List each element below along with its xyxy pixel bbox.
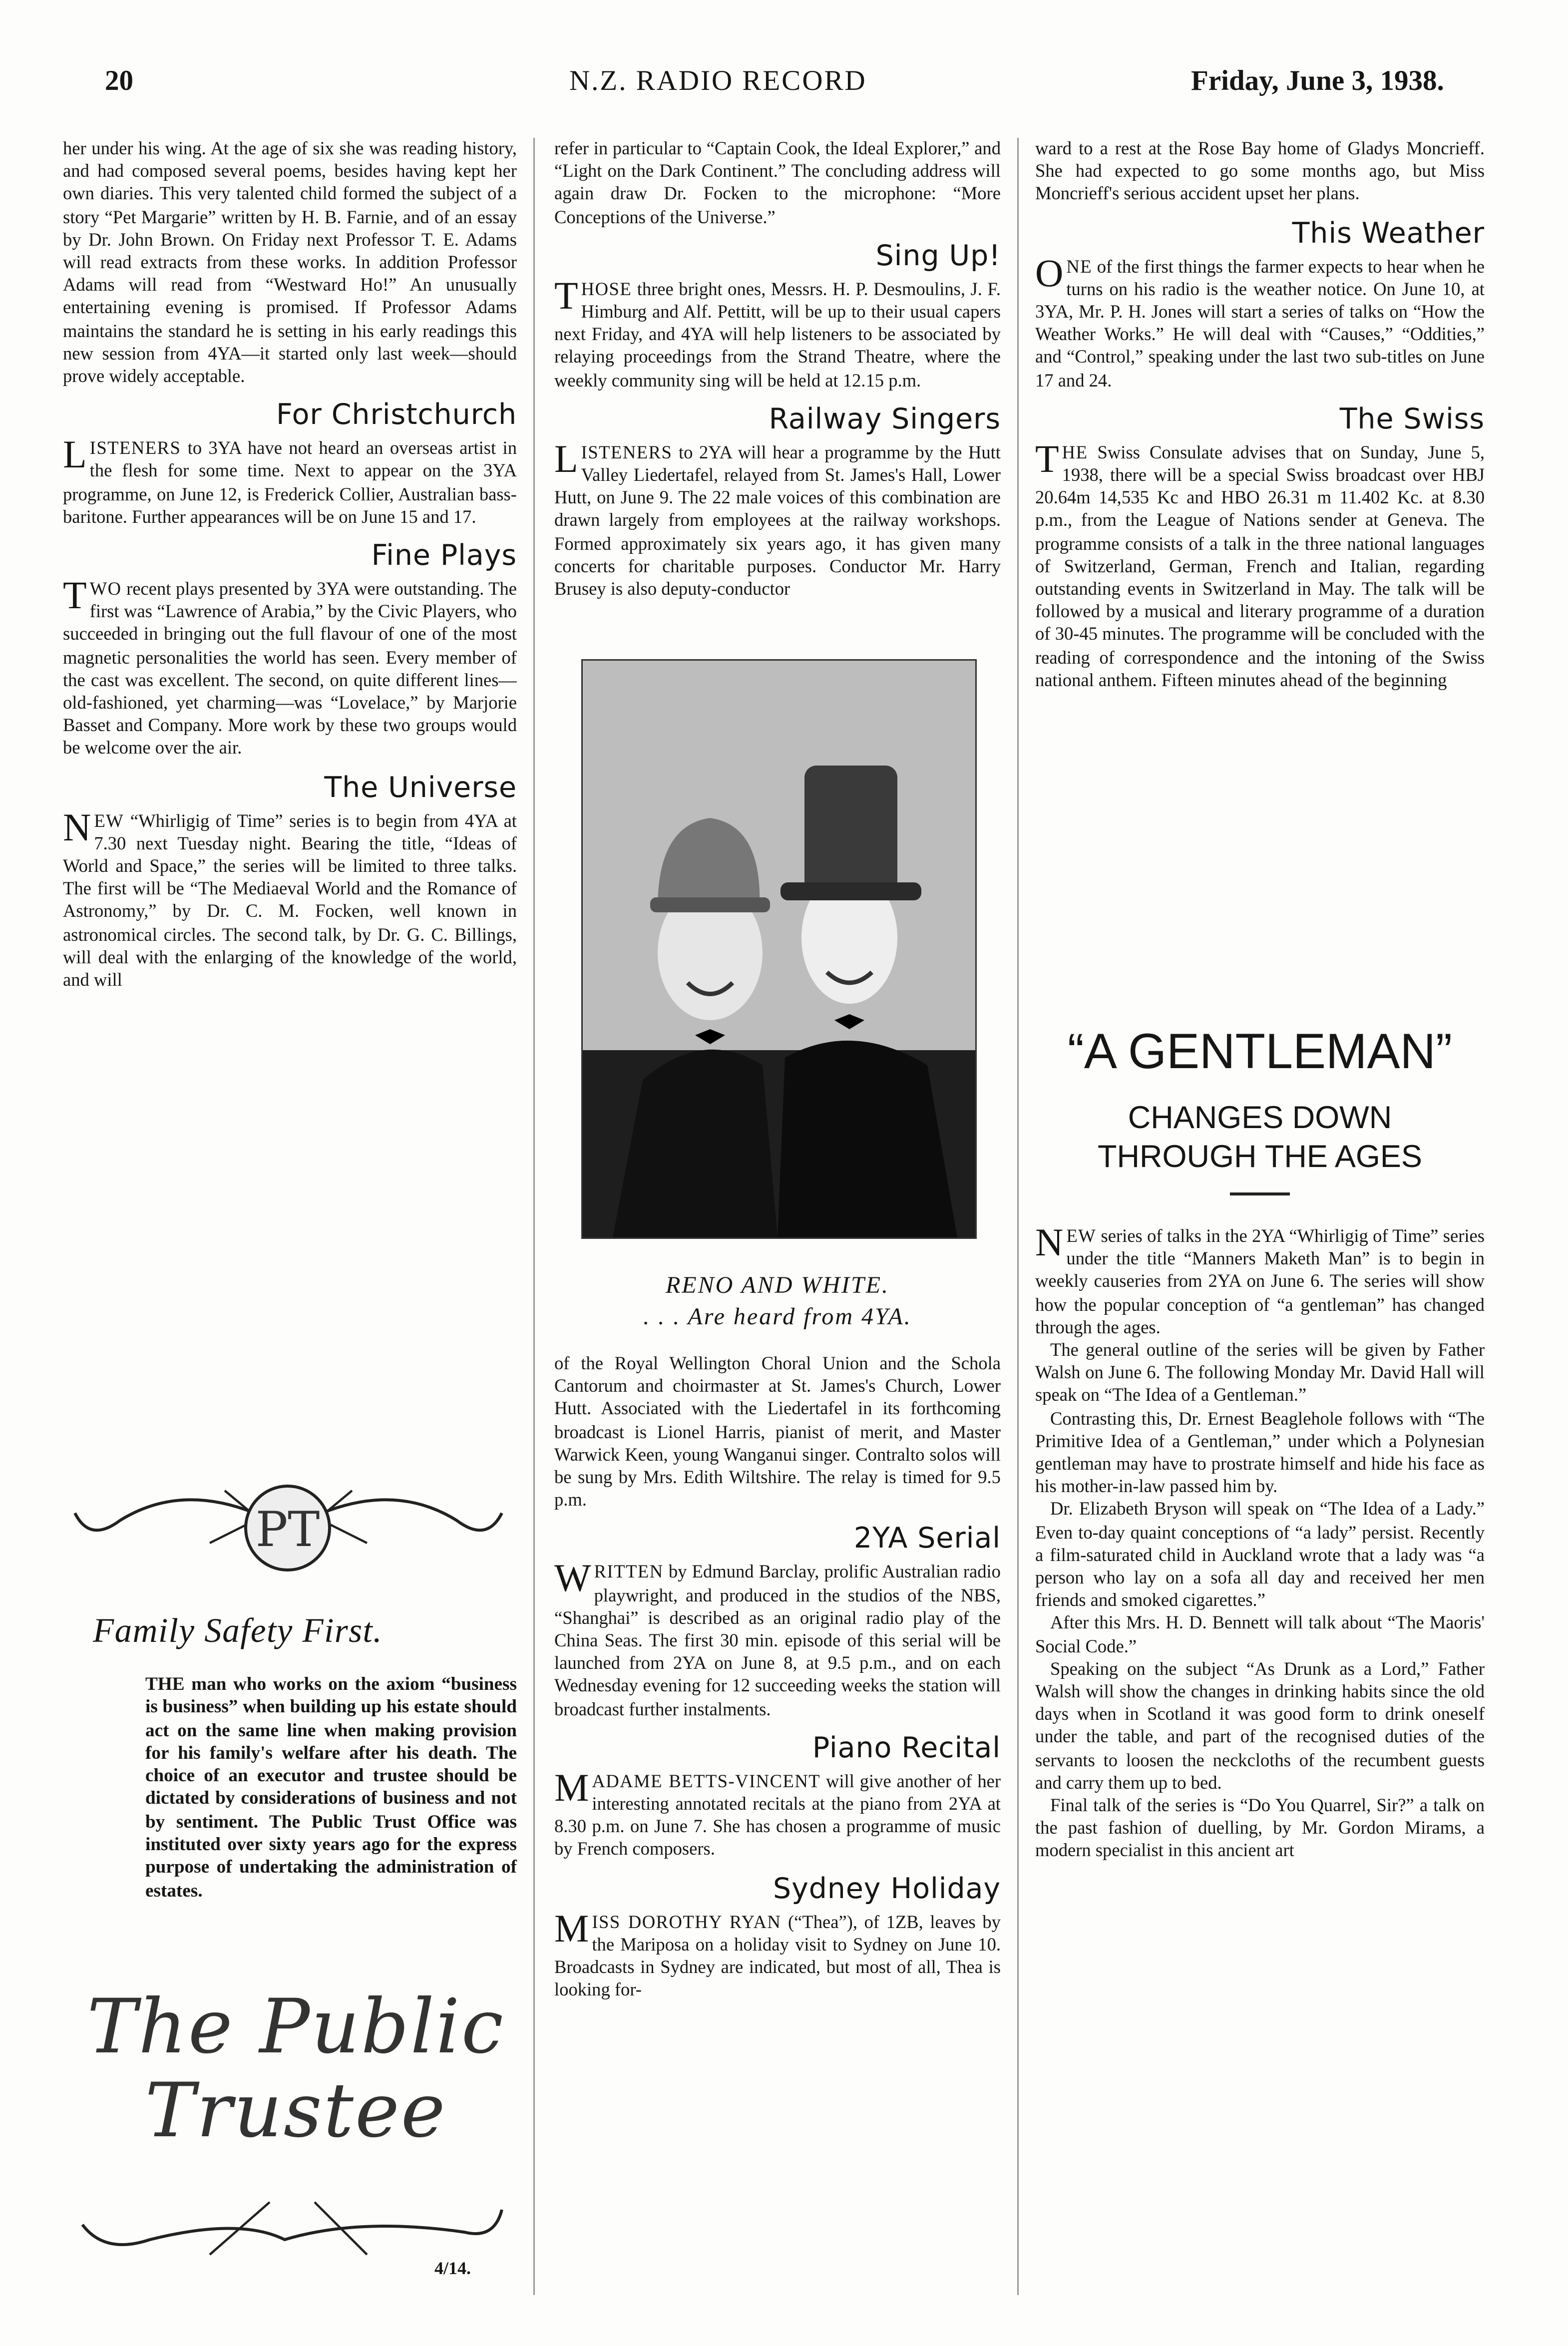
article-paragraph [554,437,1001,601]
brand-line-2: Trustee [145,2067,447,2154]
drop-cap: T [63,574,87,618]
drop-cap: L [63,433,87,477]
lead-caps: ISS DOROTHY RYAN [592,1911,782,1932]
article-paragraph [554,1353,1001,1512]
ornament-bottom [60,2172,517,2262]
lead-caps: EW [94,810,124,831]
article-paragraph: Dr. Elizabeth Bryson will speak on “The Idea of a Lady.” Even to-day quaint conceptions of “a lady” persist. Recently a film-saturated child in Auckland wrote that a lady was “a person who lay on a sofa all day and received her men friends and smoked cigarettes.” [1035,1499,1485,1611]
article-heading: This Weather [1292,216,1485,250]
article-paragraph [554,1766,1001,1862]
issue-date: Friday, June 3, 1938. [1191,66,1444,97]
paragraph-text: Swiss Consulate advises that on Sunday, June 5, 1938, there will be a special Swiss broadcast over HBJ 20.64m 14,535 Kc and HBO 26.31 m 11.402 Kc. at 8.30 p.m., from the League of Nations sender at Geneva. The programme consists of a talk in the three national languages of Switzerland, German, French and Italian, regarding outstanding events in Switzerland in May. The talk will be followed by a musical and literary programme of a duration of 30-45 minutes. The programme will be concluded with the reading of correspondence and the intoning of the Swiss national anthem. Fifteen minutes ahead of the beginning [1035,441,1485,691]
lead-caps: HE [1062,441,1088,463]
article-paragraph [1035,1225,1485,1339]
article-heading: Piano Recital [812,1731,1001,1765]
article-paragraph: Contrasting this, Dr. Ernest Beaglehole follows with “The Primitive Idea of a Gentleman,” under which a Polynesian gentleman may have to prostrate himself and hide his face as his mother-in-law passed him by. [1035,1407,1485,1497]
lead-caps: ISTENERS [581,441,673,463]
article-paragraph [1035,138,1485,206]
column-2-top [554,138,1001,641]
column-1 [63,138,517,1456]
article-paragraph [554,274,1001,392]
lead-caps: ADAME BETTS-VINCENT [592,1770,821,1792]
ad-brand [75,1985,517,2153]
paragraph-text: refer in particular to “Captain Cook, the Ideal Explorer,” and “Light on the Dark Continent.” The concluding address will again draw Dr. Focken to the microphone: “More Conceptions of the Universe.” [554,138,1001,227]
logo-letters: PT [255,1502,320,1558]
article-paragraph [554,138,1001,229]
feature-headline: “A GENTLEMAN” [1067,1023,1453,1079]
drop-cap: N [1035,1225,1064,1264]
caption-title: RENO AND WHITE. [665,1273,890,1299]
ad-tagline: Family Safety First. [93,1612,383,1649]
column-3-bottom [1035,1225,1485,2292]
lead-caps: EW [1066,1225,1097,1246]
paragraph-text: will give another of her interesting annotated recitals at the piano from 2YA at 8.30 p.m. on June 7. She has chosen a programme of music by French composers. [554,1770,1001,1860]
paragraph-text: three bright ones, Messrs. H. P. Desmoulins, J. F. Himburg and Alf. Pettitt, will be up to their usual capers next Friday, and 4YA will help listeners to be associated by relaying proceedings from the Strand Theatre, where the weekly community sing will be held at 12.15 p.m. [554,278,1001,391]
article-heading: Sydney Holiday [773,1872,1001,1905]
article-paragraph [1035,251,1485,392]
caption-subtitle: . . . Are heard from 4YA. [643,1305,912,1330]
article-heading: Sing Up! [875,239,1001,273]
article-heading: The Universe [324,771,517,804]
column-divider [533,138,535,2295]
column-divider [1017,138,1019,2295]
article-paragraph: Speaking on the subject “As Drunk as a Lord,” Father Walsh will show the changes in drinking habits since the old days when in Scotland it was good form to drink oneself under the table, and part of the recognised duties of the servants to loosen the neckcloths of the recumbent guests and carry them up to bed. [1035,1658,1485,1793]
drop-cap: M [554,1906,589,1950]
drop-cap: T [1035,437,1059,481]
article-paragraph [1035,437,1485,692]
article-heading: 2YA Serial [853,1523,1001,1556]
drop-cap: L [554,437,578,481]
article-paragraph [63,433,517,529]
drop-cap: M [554,1766,589,1810]
drop-cap: N [63,805,91,849]
paragraph-text: of the Royal Wellington Choral Union and the Schola Cantorum and choirmaster at St. James's Church, Lower Hutt. Associated with the Liedertafel in its forthcoming broadcast is Lionel Harris, pianist of merit, and Master Warwick Keen, young Wanganui singer. Contralto solos will be sung by Mrs. Edith Wiltshire. The relay is timed for 9.5 p.m. [554,1353,1001,1511]
paragraph-text: to 3YA have not heard an overseas artist in the flesh for some time. Next to appear on the 3YA programme, on June 12, is Frederick Collier, Australian bass-baritone. Further appearances will be on June 15 and 17. [63,437,517,527]
ornament-top-with-logo [60,1468,517,1603]
ad-body: THE man who works on the axiom “business is business” when building up his estate should act on the same line when making provision for his family's welfare after his death. The choice of an executor and trustee should be dictated by considerations of business and not by sentiment. The Public Trust Office was instituted over sixty years ago for the express purpose of undertaking the administration of estates. [145,1673,517,1901]
article-heading: For Christchurch [276,398,517,432]
article-paragraph: After this Mrs. H. D. Bennett will talk about “The Maoris' Social Code.” [1035,1612,1485,1656]
photo-image [583,661,975,1237]
article-paragraph [63,805,517,992]
feature-headline-block [1035,1022,1485,1195]
paragraph-text: “Whirligig of Time” series is to begin from 4YA at 7.30 next Tuesday night. Bearing the title, “Ideas of World and Space,” the series will be limited to three talks. The first will be “The Mediaeval World and the Romance of Astronomy,” by Dr. C. M. Focken, well known in astronomical circles. The second talk, by Dr. G. C. Billings, will deal with the enlarging of the knowledge of the world, and will [63,810,517,991]
article-heading: Railway Singers [769,402,1001,436]
article-paragraph [63,574,517,761]
article-paragraph [554,1557,1001,1721]
publication-title: N.Z. RADIO RECORD [569,66,867,97]
drop-cap: T [554,274,578,318]
drop-cap: O [1035,251,1064,295]
lead-caps: ISTENERS [89,437,181,459]
lead-caps: RITTEN [594,1562,664,1583]
drop-cap: W [554,1557,591,1601]
article-paragraph [554,1906,1001,2002]
paragraph-text: her under his wing. At the age of six she was reading history, and had composed several poems, besides having kept her own diaries. This very talented child formed the subject of a story “Pet Margarie” written by H. B. Farnie, and of an essay by Dr. John Brown. On Friday next Professor T. E. Adams will read extracts from these works. In addition Professor Adams will read from “Westward Ho!” An unusually entertaining evening is promised. If Professor Adams maintains the standard he is setting in his early readings this new session from 4YA—it started only last week—should prove widely acceptable. [63,138,517,387]
article-paragraph: Final talk of the series is “Do You Quarrel, Sir?” a talk on the past fashion of duelling, by Mr. Gordon Mirams, a modern specialist in this ancient art [1035,1795,1485,1862]
lead-caps: NE [1066,255,1093,277]
column-2-bottom [554,1353,1001,2289]
column-3-top [1035,138,1485,999]
paragraph-text: series of talks in the 2YA “Whirligig of Time” series under the title “Manners Maketh Man” is to begin in weekly causeries from 2YA on June 6. The series will show how the popular conception of “a gentleman” has changed through the ages. [1035,1225,1485,1338]
photo-reno-and-white [581,659,977,1239]
public-trustee-advertisement [60,1468,517,2292]
article-heading: The Swiss [1339,402,1485,436]
feature-subhead: CHANGES DOWN THROUGH THE AGES [1098,1101,1422,1174]
photo-caption [554,1270,1001,1333]
paragraph-text: by Edmund Barclay, prolific Australian radio playwright, and produced in the studios of the NBS, “Shanghai” is described as an original radio play of the China Seas. The first 30 min. episode of this serial will be launched from 2YA on June 8, at 9.5 p.m., and on each Wednesday evening for 12 succeeding weeks the station will broadcast further instalments. [554,1562,1001,1719]
paragraph-text: ward to a rest at the Rose Bay home of Gladys Moncrieff. She had expected to go some months ago, but Miss Moncrieff's serious accident upset her plans. [1035,138,1485,205]
article-heading: Fine Plays [371,539,517,573]
ad-code: 4/14. [434,2258,471,2279]
article-paragraph [63,138,517,389]
paragraph-text: of the first things the farmer expects to hear when he turns on his radio is the weather notice. On June 10, at 3YA, Mr. P. H. Jones will start a series of talks on “How the Weather Works.” He will deal with “Causes,” “Oddities,” and “Control,” speaking under the last two sub-titles on June 17 and 24. [1035,255,1485,391]
lead-caps: HOSE [581,278,632,300]
brand-line-1: The Public [87,1983,505,2070]
paragraph-text: (“Thea”), of 1ZB, leaves by the Mariposa on a holiday visit to Sydney on June 10. Broadcasts in Sydney are indicated, but most of all, Thea is looking for- [554,1911,1001,2000]
headline-rule [1230,1192,1290,1195]
article-paragraph: The general outline of the series will be given by Father Walsh on June 6. The following Monday Mr. David Hall will speak on “The Idea of a Gentleman.” [1035,1339,1485,1406]
paragraph-text: recent plays presented by 3YA were outstanding. The first was “Lawrence of Arabia,” by the Civic Players, who succeeded in bringing out the full flavour of one of the most magnetic personalities the world has seen. Every member of the cast was excellent. The second, on quite different lines—old-fashioned, yet charming—was “Lovelace,” by Marjorie Basset and Company. More work by these two groups would be welcome over the air. [63,578,517,759]
paragraph-text: to 2YA will hear a programme by the Hutt Valley Liedertafel, relayed from St. James's Hall, Lower Hutt, on June 9. The 22 male voices of this combination are drawn largely from employees at the railway workshops. Formed approximately six years ago, it has given many concerts for charitable purposes. Conductor Mr. Harry Brusey is also deputy-conductor [554,441,1001,600]
page-number: 20 [105,66,133,97]
lead-caps: WO [89,578,122,600]
